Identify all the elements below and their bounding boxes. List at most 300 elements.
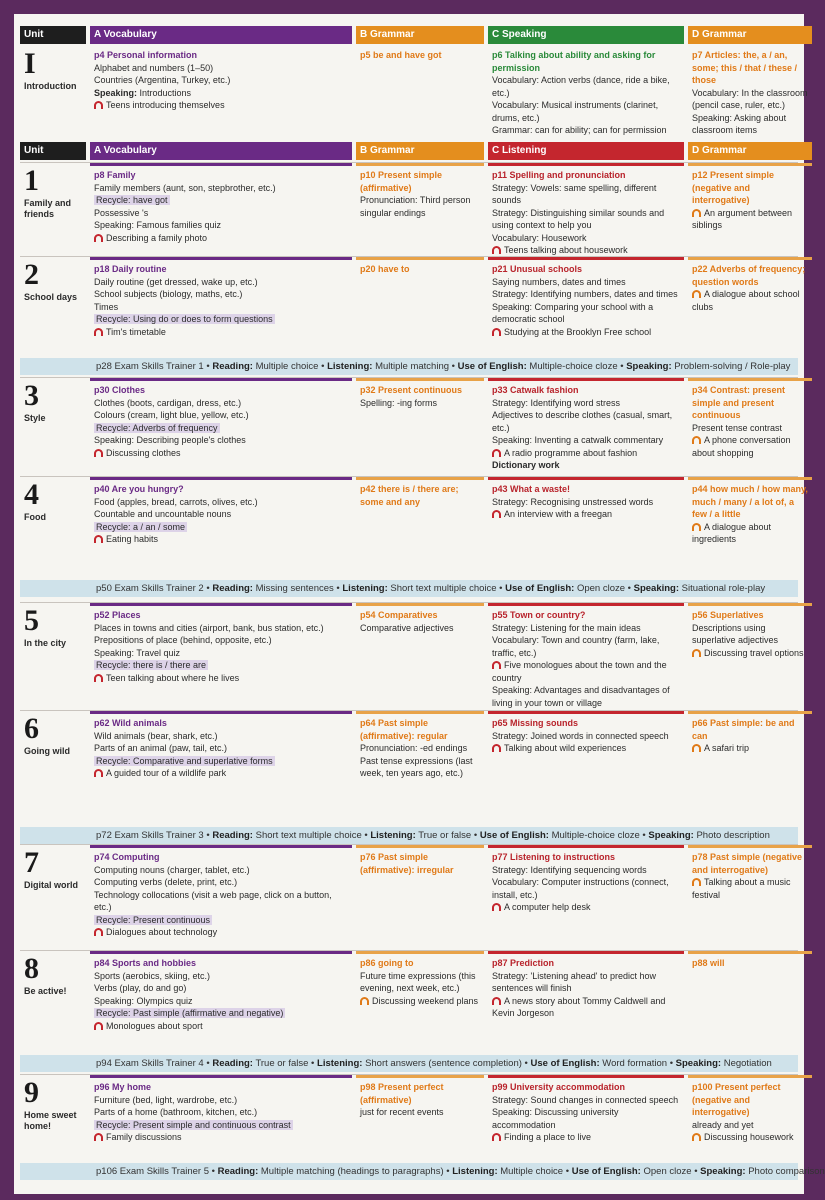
headphones-icon (94, 328, 103, 336)
unit-number: 5 (24, 604, 39, 637)
audio-text: A radio programme about fashion (504, 447, 638, 458)
lesson-line: Speaking: Describing people's clothes (94, 435, 246, 445)
lesson-line: Strategy: Vowels: same spelling, different sounds (492, 182, 657, 205)
lesson-line: Future time expressions (this evening, next week, etc.) (360, 970, 476, 993)
headphones-icon (492, 903, 501, 911)
unit-row-3 (20, 377, 798, 476)
unit-number: I (24, 47, 36, 80)
exam-skills-trainer-bar (20, 827, 798, 844)
intro-grammar-d-cell (688, 46, 812, 142)
lesson-line: Vocabulary: Housework (492, 232, 587, 243)
bullet-separator: • (625, 583, 634, 594)
headphones-icon (94, 1022, 103, 1030)
grammar-b-cell (356, 845, 484, 950)
audio-line (492, 901, 680, 914)
header-grammar-d: D Grammar (688, 26, 812, 44)
recycle-badge: Recycle: Past simple (affirmative and negative) (96, 1008, 284, 1018)
lesson-line: Prepositions of place (behind, opposite, etc.) (94, 635, 272, 645)
lesson-line: Technology collocations (visit a web page, click on a button, etc.) (94, 889, 332, 912)
exam-part-text: Multiple-choice cloze (529, 361, 618, 372)
grammar-d-cell (688, 603, 812, 712)
lesson-title: p4 Personal information (94, 50, 198, 60)
units-header-bar (20, 142, 798, 160)
header-unit: Unit (20, 26, 86, 44)
exam-part-label: Reading: (217, 1166, 259, 1177)
lesson-title: p78 Past simple (negative and interrogative) (692, 852, 803, 875)
unit-number: 8 (24, 952, 39, 985)
lesson-title: p32 Present continuous (360, 385, 463, 395)
exam-page: p106 Exam Skills Trainer 5 (96, 1166, 209, 1177)
bullet-separator: • (203, 361, 213, 372)
lesson-title: p18 Daily routine (94, 264, 167, 274)
headphones-icon (492, 328, 501, 336)
vocabulary-cell (90, 603, 352, 712)
lesson-title: p62 Wild animals (94, 718, 167, 728)
lesson-line: Parts of a home (bathroom, kitchen, etc.) (94, 1107, 258, 1117)
lesson-title: p22 Adverbs of frequency; question words (692, 264, 806, 287)
unit-number: 2 (24, 258, 39, 291)
bullet-separator: • (617, 361, 627, 372)
audio-text: A safari trip (704, 743, 750, 753)
audio-text: Tim's timetable (106, 326, 166, 337)
exam-skills-trainer-bar (20, 1055, 798, 1072)
listening-cell (488, 711, 684, 828)
lesson-title: p88 will (692, 958, 725, 968)
lesson-title: p54 Comparatives (360, 610, 438, 620)
exam-part-text: Open cloze (643, 1166, 692, 1177)
lesson-line: Strategy: 'Listening ahead' to predict how sentences will finish (492, 970, 657, 993)
unit-cell (20, 603, 86, 712)
unit-number: 4 (24, 478, 39, 511)
audio-text: Eating habits (106, 534, 159, 544)
exam-part-label: Listening: (452, 1166, 498, 1177)
lesson-line: Daily routine (get dressed, wake up, etc.) (94, 276, 258, 287)
lesson-title: p99 University accommodation (492, 1082, 626, 1092)
exam-part-text: Short answers (sentence completion) (365, 1058, 522, 1069)
lesson-line: Family members (aunt, son, stepbrother, etc.) (94, 182, 276, 193)
audio-text: Five monologues about the town and the country (492, 660, 667, 683)
unit-name: Going wild (24, 746, 70, 756)
exam-part-text: Situational role-play (681, 583, 766, 594)
headphones-icon (94, 674, 103, 682)
lesson-line: Strategy: Identifying sequencing words (492, 864, 647, 875)
audio-line (94, 767, 348, 780)
lesson-line: Speaking: Inventing a catwalk commentary (492, 435, 664, 445)
recycle-badge: Recycle: Present simple and continuous contrast (96, 1119, 291, 1130)
audio-line (492, 447, 680, 460)
header-speaking: C Speaking (488, 26, 684, 44)
bullet-separator: • (318, 361, 328, 372)
audio-line (94, 232, 348, 245)
exam-part-text: Multiple-choice cloze (551, 830, 640, 841)
unit-number: 3 (24, 379, 39, 412)
recycle-badge: Recycle: Comparative and superlative forms (96, 755, 273, 766)
vocabulary-cell (90, 1075, 352, 1176)
recycle-line (94, 659, 348, 672)
lesson-title: p86 going to (360, 958, 414, 968)
recycle-line (94, 422, 348, 435)
unit-row-4 (20, 476, 808, 574)
unit-cell (20, 1075, 86, 1176)
audio-text: Discussing weekend plans (372, 995, 479, 1006)
grammar-d-cell (688, 378, 812, 476)
lesson-line: Speaking: Comparing your school with a democratic school (492, 301, 654, 324)
exam-part-text: Multiple matching (headings to paragraphs) (260, 1166, 444, 1177)
audio-line (492, 995, 680, 1020)
grammar-b-cell (356, 477, 484, 574)
lesson-title: p52 Places (94, 610, 141, 620)
unit-cell (20, 711, 86, 828)
bullet-separator: • (203, 830, 213, 841)
vocabulary-cell (90, 477, 352, 574)
exam-part-text: Missing sentences (255, 583, 334, 594)
lesson-line: Vocabulary: In the classroom (pencil case, ruler, etc.) (692, 87, 808, 110)
headphones-icon (492, 744, 501, 752)
recycle-badge: Recycle: there is / there are (96, 660, 207, 670)
listening-cell (488, 257, 684, 358)
headphones-icon (94, 449, 103, 457)
grammar-d-cell (688, 1075, 812, 1176)
lesson-line: Possessive 's (94, 207, 149, 218)
exam-page: p50 Exam Skills Trainer 2 (96, 583, 204, 594)
headphones-icon (492, 997, 501, 1005)
lesson-title: p74 Computing (94, 852, 160, 862)
lesson-title: p87 Prediction (492, 958, 555, 968)
exam-part-label: Use of English: (479, 830, 549, 841)
exam-part-label: Use of English: (530, 1058, 600, 1069)
lesson-title: p10 Present simple (affirmative) (360, 170, 443, 193)
lesson-title: p66 Past simple: be and can (692, 718, 795, 741)
audio-text: Teen talking about where he lives (106, 672, 240, 683)
grammar-b-cell (356, 951, 484, 1056)
audio-text: Discussing clothes (106, 447, 181, 458)
lesson-line: Speaking: Asking about classroom items (692, 112, 787, 135)
exam-part-label: Listening: (317, 1058, 363, 1069)
audio-text: Discussing housework (704, 1132, 794, 1142)
label: Speaking: (94, 87, 138, 98)
unit-row-5 (20, 602, 804, 710)
lesson-title: p30 Clothes (94, 385, 146, 395)
lesson-line: Food (apples, bread, carrots, olives, etc.) (94, 496, 258, 507)
exam-part-label: Speaking: (675, 1058, 722, 1069)
lesson-title: p76 Past simple (affirmative): irregular (360, 852, 454, 875)
audio-text: Finding a place to live (504, 1132, 592, 1142)
recycle-line (94, 1119, 348, 1132)
headphones-icon (94, 101, 103, 109)
lesson-title: p100 Present perfect (negative and interrogative) (692, 1082, 781, 1117)
header-grammar-b: B Grammar (356, 26, 484, 44)
audio-text: A dialogue about school clubs (692, 289, 800, 312)
audio-line (692, 876, 808, 901)
lesson-title: p7 Articles: the, a / an, some; this / that / these / those (692, 50, 798, 85)
audio-line (94, 326, 348, 339)
unit-row-7 (20, 844, 803, 950)
vocabulary-cell (90, 845, 352, 950)
bullet-separator: • (563, 1166, 572, 1177)
headphones-icon (492, 449, 501, 457)
audio-line (94, 926, 348, 939)
unit-name: School days (24, 292, 78, 302)
audio-text: Describing a family photo (106, 232, 208, 243)
recycle-badge: Recycle: Adverbs of frequency (96, 422, 218, 433)
lesson-title: p77 Listening to instructions (492, 852, 616, 862)
exam-part-text: Multiple matching (375, 361, 450, 372)
audio-line (692, 434, 808, 459)
unit-cell (20, 951, 86, 1056)
lesson-title: p44 how much / how many, much / many / a lot of, a few / a little (692, 484, 808, 519)
unit-name: Digital world (24, 880, 78, 890)
unit-cell (20, 378, 86, 476)
audio-line (94, 99, 348, 112)
headphones-icon (94, 769, 103, 777)
bullet-separator: • (333, 583, 343, 594)
unit-name: Introduction (24, 81, 77, 91)
exam-skills-trainer-bar (20, 580, 798, 597)
lesson-line: Clothes (boots, cardigan, dress, etc.) (94, 397, 242, 408)
intro-speaking-cell (488, 46, 684, 142)
unit-row-8 (20, 950, 798, 1056)
lesson-line: Present tense contrast (692, 422, 783, 433)
exam-part-label: Speaking: (700, 1166, 746, 1177)
audio-text: An argument between siblings (692, 207, 793, 230)
audio-text: Family discussions (106, 1132, 182, 1142)
text: Introductions (137, 87, 192, 98)
audio-line (492, 659, 680, 684)
header-grammar-b: B Grammar (356, 142, 484, 160)
headphones-icon (692, 878, 701, 886)
lesson-line: Colours (cream, light blue, yellow, etc.) (94, 410, 249, 420)
intro-grammar-b-cell (356, 46, 484, 142)
header-vocabulary: A Vocabulary (90, 26, 352, 44)
lesson-line: Comparative adjectives (360, 622, 454, 633)
audio-text: Dialogues about technology (106, 927, 218, 937)
lesson-title: p65 Missing sounds (492, 718, 579, 728)
exam-part-text: Problem-solving / Role-play (674, 361, 791, 372)
audio-text: Talking about a music festival (692, 877, 791, 900)
grammar-b-cell (356, 378, 484, 476)
lesson-line: Sports (aerobics, skiing, etc.) (94, 970, 211, 981)
grammar-b-cell (356, 163, 484, 260)
headphones-icon (692, 523, 701, 531)
exam-part-text: Multiple choice (255, 361, 319, 372)
bullet-separator: • (521, 1058, 531, 1069)
exam-part-text: Word formation (602, 1058, 668, 1069)
lesson-line: Times (94, 301, 119, 312)
audio-text: Talking about wild experiences (504, 743, 627, 753)
unit-row-2 (20, 256, 806, 358)
exam-part-text: Multiple choice (500, 1166, 564, 1177)
audio-line (94, 1020, 348, 1033)
lesson-line: Speaking: Advantages and disadvantages of living in your town or village (492, 685, 670, 708)
audio-text: Teens introducing themselves (106, 100, 225, 110)
lesson-title: p55 Town or country? (492, 610, 586, 620)
audio-line (94, 533, 348, 546)
exam-part-label: Listening: (327, 361, 373, 372)
lesson-line (94, 87, 348, 100)
lesson-line: Strategy: Sound changes in connected speech (492, 1094, 679, 1105)
audio-text: Studying at the Brooklyn Free school (504, 326, 652, 337)
audio-line (360, 995, 480, 1008)
bullet-separator: • (203, 583, 213, 594)
lesson-title: p34 Contrast: present simple and present continuous (692, 385, 786, 420)
audio-line (692, 207, 808, 232)
exam-part-label: Reading: (212, 830, 253, 841)
audio-text: An interview with a freegan (504, 509, 613, 519)
unit-name: Home sweet home! (24, 1110, 77, 1131)
recycle-badge: Recycle: Using do or does to form questions (96, 314, 273, 324)
lesson-title: p43 What a waste! (492, 484, 571, 494)
vocabulary-cell (90, 711, 352, 828)
recycle-line (94, 521, 348, 534)
recycle-badge: Recycle: a / an / some (96, 521, 186, 532)
exam-part-label: Speaking: (633, 583, 680, 594)
grammar-d-cell (688, 163, 812, 260)
lesson-line: Past tense expressions (last week, ten years ago, etc.) (360, 755, 473, 778)
audio-line (94, 1131, 348, 1144)
unit-name: In the city (24, 638, 67, 648)
intro-row (20, 46, 808, 142)
recycle-line (94, 313, 348, 326)
exam-page: p72 Exam Skills Trainer 3 (96, 830, 204, 841)
grammar-b-cell (356, 257, 484, 358)
audio-line (492, 742, 680, 755)
intro-header-bar (20, 26, 798, 44)
audio-text: A dialogue about ingredients (692, 521, 772, 544)
lesson-line: Saying numbers, dates and times (492, 276, 626, 287)
grammar-d-cell (688, 711, 812, 828)
exam-part-label: Speaking: (648, 830, 694, 841)
recycle-badge: Recycle: Present continuous (96, 914, 211, 925)
lesson-title: p96 My home (94, 1082, 152, 1092)
intro-vocab-cell (90, 46, 352, 142)
unit-cell (20, 46, 86, 142)
lesson-line: Grammar: can for ability; can for permission (492, 125, 667, 135)
bullet-separator: • (443, 1166, 453, 1177)
header-listening: C Listening (488, 142, 684, 160)
exam-part-text: Negotiation (723, 1058, 772, 1069)
audio-line (492, 326, 680, 339)
exam-part-text: True or false (255, 1058, 309, 1069)
grammar-b-cell (356, 711, 484, 828)
contents-page (14, 14, 825, 1194)
lesson-line: Descriptions using superlative adjectives (692, 622, 779, 645)
bullet-separator: • (496, 583, 506, 594)
unit-number: 9 (24, 1076, 39, 1109)
bullet-separator: • (691, 1166, 701, 1177)
lesson-title: p56 Superlatives (692, 610, 764, 620)
lesson-line: Speaking: Travel quiz (94, 647, 181, 658)
bullet-separator: • (361, 830, 371, 841)
audio-line (692, 647, 808, 660)
recycle-line (94, 1007, 348, 1020)
unit-name: Food (24, 512, 46, 522)
headphones-icon (94, 928, 103, 936)
unit-number: 7 (24, 846, 39, 879)
exam-part-text: Open cloze (576, 583, 626, 594)
audio-line (692, 742, 808, 755)
exam-part-label: Listening: (370, 830, 416, 841)
lesson-title: p12 Present simple (negative and interrogative) (692, 170, 775, 205)
headphones-icon (94, 1133, 103, 1141)
exam-part-text: Photo description (696, 830, 770, 841)
lesson-line: Speaking: Olympics quiz (94, 995, 193, 1006)
unit-cell (20, 477, 86, 574)
lesson-line: Wild animals (bear, shark, etc.) (94, 730, 218, 741)
bullet-separator: • (449, 361, 458, 372)
lesson-line: Parts of an animal (paw, tail, etc.) (94, 743, 228, 753)
grammar-d-cell (688, 845, 812, 950)
vocabulary-cell (90, 951, 352, 1056)
unit-cell (20, 257, 86, 358)
lesson-line: Pronunciation: -ed endings (360, 743, 468, 753)
grammar-d-cell (688, 477, 812, 574)
exam-part-label: Use of English: (505, 583, 575, 594)
lesson-line: Countable and uncountable nouns (94, 509, 232, 519)
listening-cell (488, 603, 684, 712)
exam-skills-trainer-bar (20, 358, 798, 375)
recycle-line (94, 755, 348, 768)
unit-row-9 (20, 1074, 798, 1176)
audio-text: A phone conversation about shopping (692, 435, 791, 458)
bullet-separator: • (471, 830, 480, 841)
headphones-icon (692, 1133, 701, 1141)
lesson-line: Furniture (bed, light, wardrobe, etc.) (94, 1094, 238, 1105)
lesson-line: Vocabulary: Town and country (farm, lake, traffic, etc.) (492, 635, 660, 658)
exam-page: p94 Exam Skills Trainer 4 (96, 1058, 204, 1069)
headphones-icon (94, 535, 103, 543)
listening-cell (488, 845, 684, 950)
listening-cell (488, 163, 684, 260)
header-vocabulary: A Vocabulary (90, 142, 352, 160)
grammar-d-cell (688, 951, 812, 1056)
grammar-d-cell (688, 257, 812, 358)
exam-skills-trainer-bar (20, 1163, 825, 1180)
lesson-line: already and yet (692, 1119, 754, 1130)
bullet-separator: • (639, 830, 649, 841)
bullet-separator: • (203, 1058, 213, 1069)
headphones-icon (360, 997, 369, 1005)
vocabulary-cell (90, 163, 352, 260)
unit-name: Be active! (24, 986, 67, 996)
headphones-icon (492, 510, 501, 518)
exam-part-label: Reading: (212, 1058, 253, 1069)
lesson-title: p42 there is / there are; some and any (360, 484, 459, 507)
lesson-line: Strategy: Listening for the main ideas (492, 622, 641, 633)
listening-cell (488, 951, 684, 1056)
exam-part-label: Use of English: (571, 1166, 641, 1177)
exam-part-label: Use of English: (457, 361, 527, 372)
lesson-line: just for recent events (360, 1107, 444, 1117)
lesson-title: p6 Talking about ability and asking for permission (492, 50, 656, 73)
lesson-line: Adjectives to describe clothes (casual, smart, etc.) (492, 410, 673, 433)
audio-text: Discussing travel options (704, 647, 804, 658)
lesson-title: p8 Family (94, 170, 136, 180)
lesson-line: Vocabulary: Musical instruments (clarinet, drums, etc.) (492, 100, 659, 123)
listening-cell (488, 378, 684, 476)
audio-line (692, 1131, 808, 1144)
headphones-icon (692, 290, 701, 298)
lesson-title: p84 Sports and hobbies (94, 958, 197, 968)
lesson-title: p33 Catwalk fashion (492, 385, 579, 395)
bullet-separator: • (667, 1058, 676, 1069)
bullet-separator: • (209, 1166, 218, 1177)
unit-number: 1 (24, 164, 39, 197)
audio-line (94, 447, 348, 460)
audio-line (492, 508, 680, 521)
lesson-line: Strategy: Recognising unstressed words (492, 496, 654, 507)
vocabulary-cell (90, 378, 352, 476)
lesson-line: Pronunciation: Third person singular endings (360, 195, 471, 218)
